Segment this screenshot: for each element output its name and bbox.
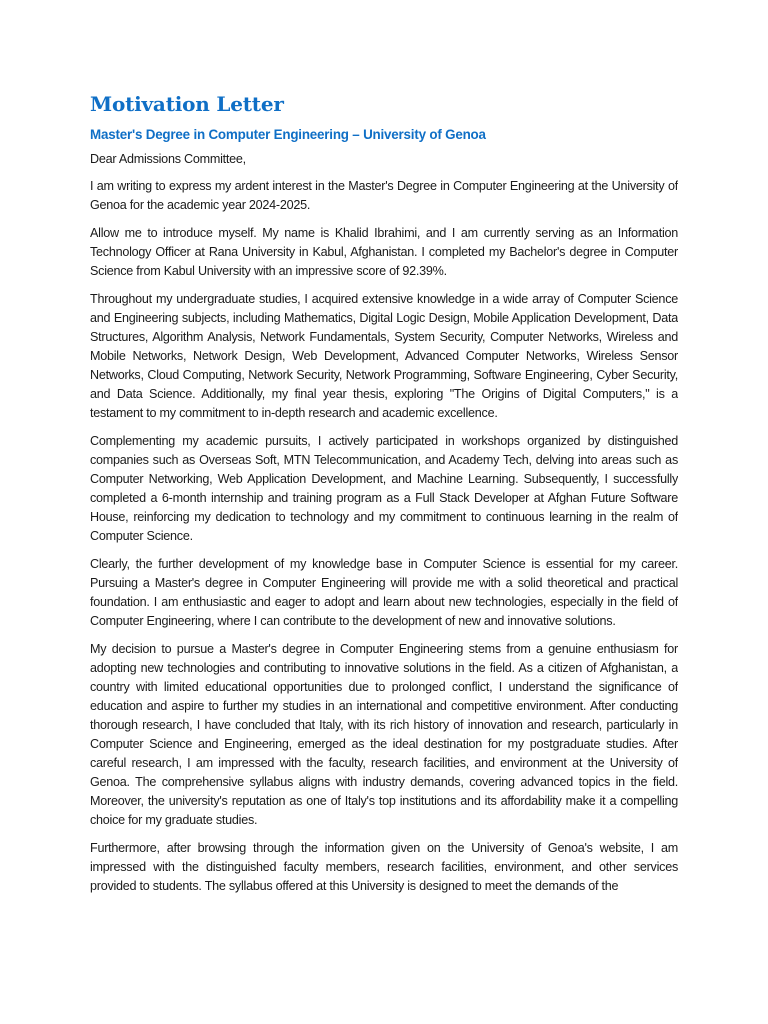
paragraph-workshops-internship: Complementing my academic pursuits, I actively participated in workshops organized by distinguished companies such as Overseas Soft, MTN Telecommunication, and Academy Tech, delving into areas such as Computer Networking, Web Application Development, and Machine Learning. Subsequently, I successfully completed a 6-month internship and training program as a Full Stack Developer at Afghan Future Software House, reinforcing my dedication to technology and my commitment to continuous learning in the realm of Computer Science. <box>90 434 678 543</box>
paragraph-intro: I am writing to express my ardent interest in the Master's Degree in Computer Engineering at the University of Genoa for the academic year 2024-2025. <box>90 179 678 212</box>
letter-page <box>90 88 678 1024</box>
letter-title: Motivation Letter <box>90 92 284 116</box>
letter-subtitle: Master's Degree in Computer Engineering – University of Genoa <box>90 127 486 142</box>
paragraph-self-introduction: Allow me to introduce myself. My name is Khalid Ibrahimi, and I am currently serving as an Information Technology Officer at Rana University in Kabul, Afghanistan. I completed my Bachelor's degree in Computer Science from Kabul University with an impressive score of 92.39%. <box>90 226 678 278</box>
paragraph-motivation-genoa: My decision to pursue a Master's degree in Computer Engineering stems from a genuine enthusiasm for adopting new technologies and contributing to innovative solutions in the field. As a citizen of Afghanistan, a country with limited educational opportunities due to prolonged conflict, I understand the significance of education and aspire to further my studies in an international and competitive environment. After conducting thorough research, I have concluded that Italy, with its rich history of innovation and research, particularly in Computer Science and Engineering, emerged as the ideal destination for my postgraduate studies. After careful research, I am impressed with the faculty, research facilities, and environment at the University of Genoa. The comprehensive syllabus aligns with industry demands, covering advanced topics in the field. Moreover, the university's reputation as one of Italy's top institutions and its affordability make it a compelling choice for my graduate studies. <box>90 642 678 827</box>
salutation: Dear Admissions Committee, <box>90 152 246 166</box>
paragraph-website-research: Furthermore, after browsing through the information given on the University of Genoa's website, I am impressed with the distinguished faculty members, research facilities, environment, and other services provided to students. The syllabus offered at this University is designed to meet the demands of the <box>90 841 678 893</box>
paragraph-career-goals: Clearly, the further development of my knowledge base in Computer Science is essential for my career. Pursuing a Master's degree in Computer Engineering will provide me with a solid theoretical and practical foundation. I am enthusiastic and eager to adopt and learn about new technologies, especially in the field of Computer Engineering, where I can contribute to the development of new and innovative solutions. <box>90 557 678 628</box>
paragraph-undergraduate-studies: Throughout my undergraduate studies, I acquired extensive knowledge in a wide array of Computer Science and Engineering subjects, including Mathematics, Digital Logic Design, Mobile Application Development, Data Structures, Algorithm Analysis, Network Fundamentals, System Security, Computer Networks, Wireless and Mobile Networks, Network Design, Web Development, Advanced Computer Networks, Wireless Sensor Networks, Cloud Computing, Network Security, Network Programming, Software Engineering, Cyber Security, and Data Science. Additionally, my final year thesis, exploring "The Origins of Digital Computers," is a testament to my commitment to in-depth research and academic excellence. <box>90 292 678 420</box>
